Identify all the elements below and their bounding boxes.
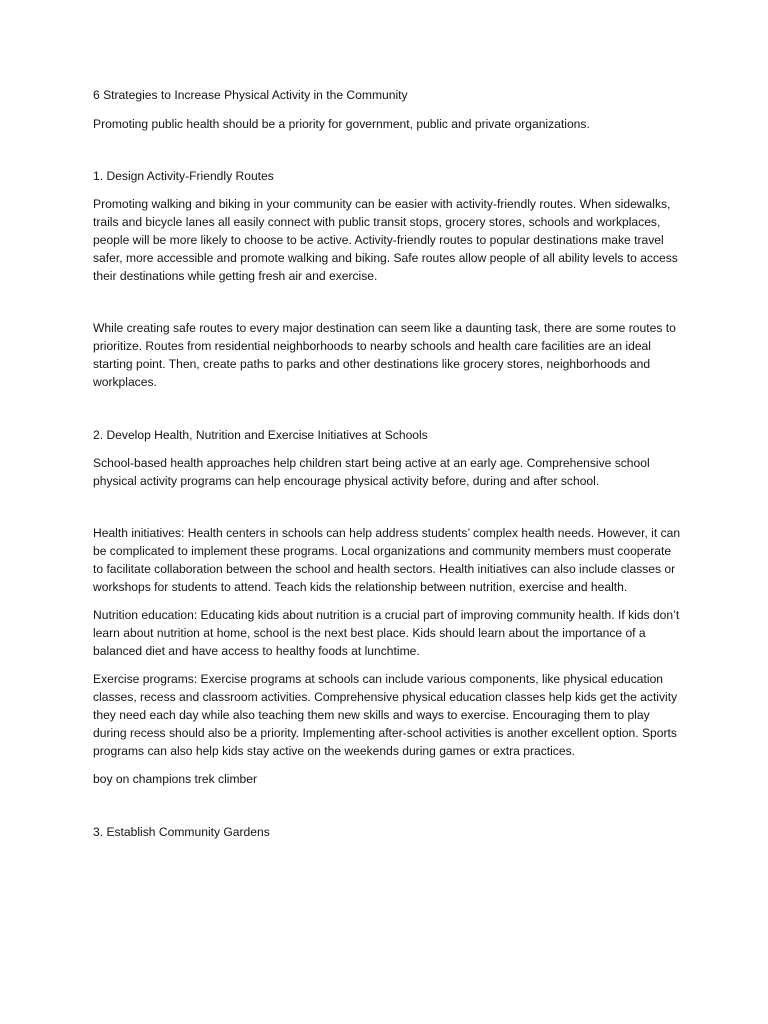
section-1-paragraph-1: Promoting walking and biking in your community can be easier with activity-friendly routes. When sidewalks, trails and bicycle lanes all easily connect with public transit stops, grocery stores, schools and workplaces, people will be more likely to choose to be active. Activity-friendly routes to popular destinations make travel safer, more accessible and promote walking and biking. Safe routes allow people of all ability levels to access their destinations while getting fresh air and exercise. — [93, 197, 678, 283]
intro-paragraph: Promoting public health should be a priority for government, public and private organizations. — [93, 117, 590, 131]
health-initiatives-paragraph: Health initiatives: Health centers in schools can help address students’ complex health needs. However, it can be complicated to implement these programs. Local organizations and community members must cooperate to facilitate collaboration between the school and health sectors. Health initiatives can also include classes or workshops for students to attend. Teach kids the relationship between nutrition, exercise and health. — [93, 526, 681, 594]
section-1-paragraph-2: While creating safe routes to every major destination can seem like a daunting task, there are some routes to prioritize. Routes from residential neighborhoods to nearby schools and health care facilities are an ideal starting point. Then, create paths to parks and other destinations like grocery stores, neighborhoods and workplaces. — [93, 321, 676, 389]
exercise-programs-paragraph: Exercise programs: Exercise programs at schools can include various components, like physical education classes, recess and classroom activities. Comprehensive physical education classes help kids get the activity they need each day while also teaching them new skills and ways to exercise. Encouraging them to play during recess should also be a priority. Implementing after-school activities is another excellent option. Sports programs can also help kids stay active on the weekends during games or extra practices. — [93, 672, 678, 758]
section-2-heading: 2. Develop Health, Nutrition and Exercise Initiatives at Schools — [93, 428, 428, 442]
section-3-heading: 3. Establish Community Gardens — [93, 825, 270, 839]
document-body — [93, 86, 683, 841]
section-2-paragraph-1: School-based health approaches help children start being active at an early age. Comprehensive school physical activity programs can help encourage physical activity before, during and after school. — [93, 456, 650, 488]
nutrition-education-paragraph: Nutrition education: Educating kids about nutrition is a crucial part of improving community health. If kids don’t learn about nutrition at home, school is the next best place. Kids should learn about the importance of a balanced diet and have access to healthy foods at lunchtime. — [93, 608, 680, 658]
document-title: 6 Strategies to Increase Physical Activity in the Community — [93, 88, 408, 102]
image-caption: boy on champions trek climber — [93, 772, 258, 786]
section-1-heading: 1. Design Activity-Friendly Routes — [93, 169, 274, 183]
